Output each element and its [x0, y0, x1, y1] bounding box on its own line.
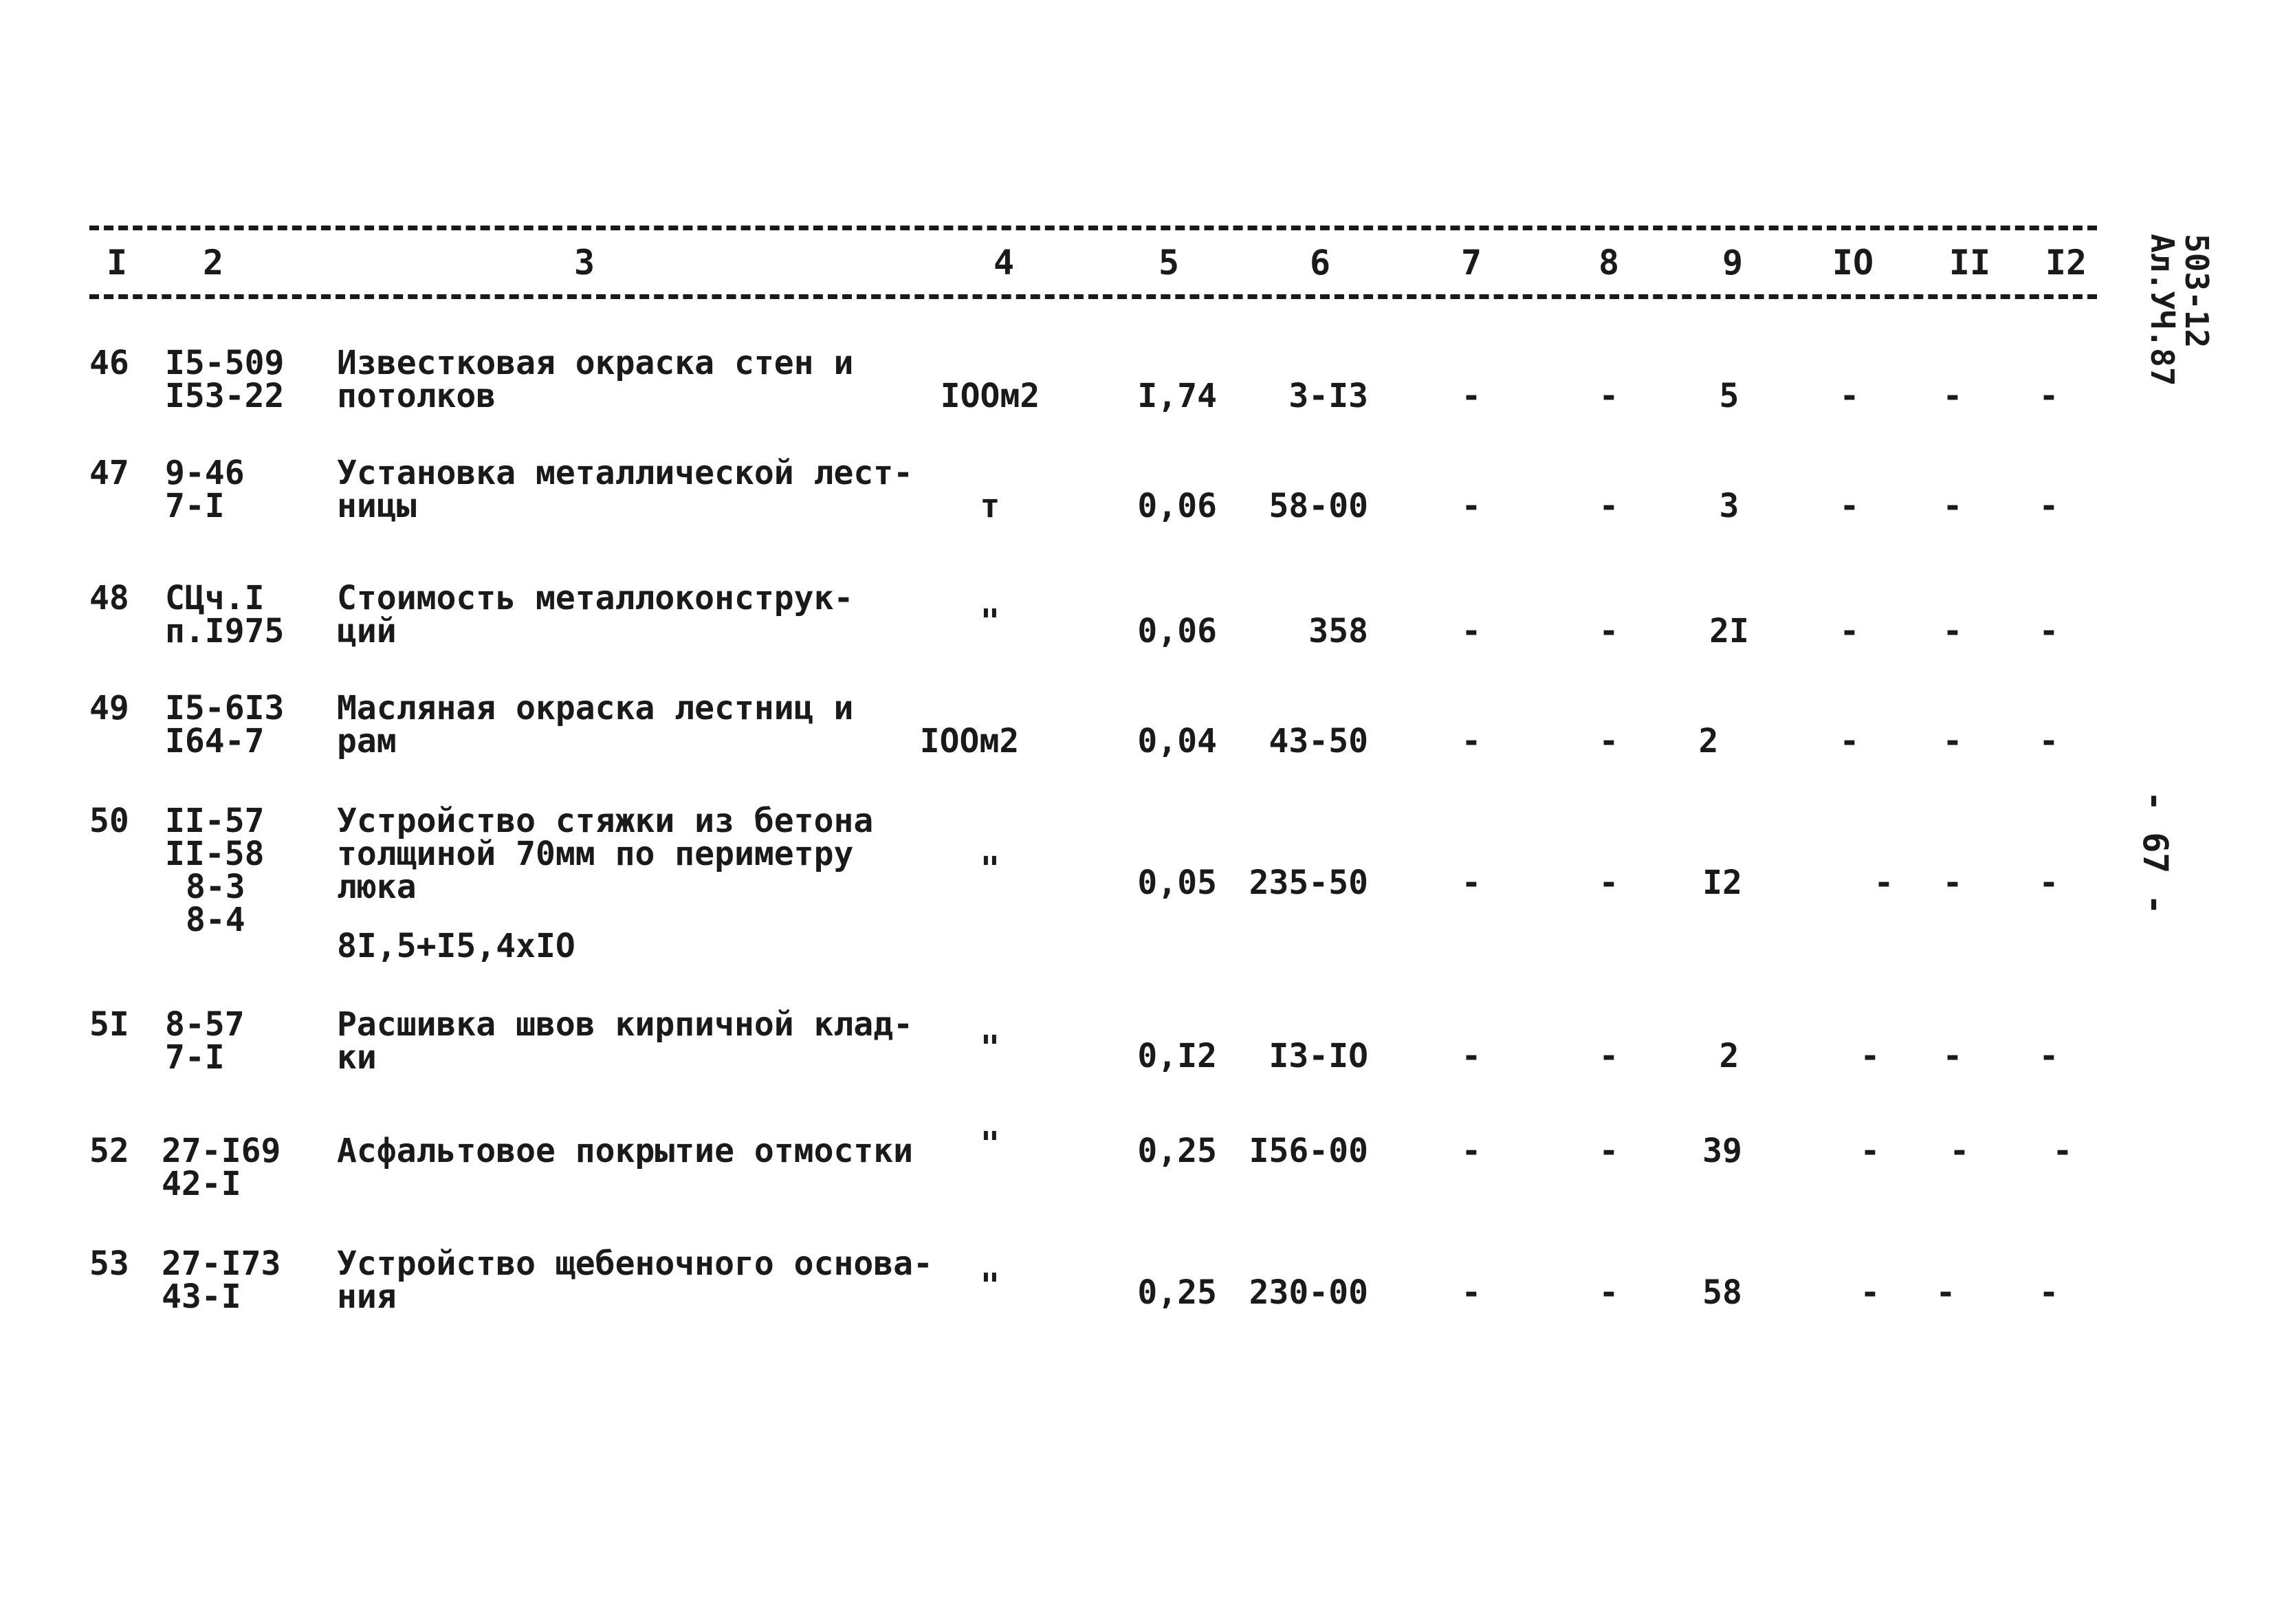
column-header-4: 4: [993, 243, 1015, 283]
norm-code: 42-I: [162, 1165, 241, 1203]
page-number: [2118, 784, 2186, 921]
column-header-1: I: [106, 243, 128, 283]
column-9-value: 2I: [1709, 612, 1749, 650]
column-11-value: -: [1942, 612, 1963, 650]
unit-of-measure: ": [980, 602, 1000, 641]
column-7-value: -: [1461, 487, 1482, 525]
row-number: 53: [89, 1244, 129, 1283]
row-number: 5I: [89, 1005, 129, 1044]
column-8-value: -: [1599, 1132, 1619, 1170]
column-12-value: -: [2039, 1037, 2059, 1075]
unit-price: 235-50: [1249, 864, 1368, 902]
column-10-value: -: [1860, 1132, 1880, 1170]
column-11-value: -: [1942, 864, 1963, 902]
column-9-value: 2: [1719, 1037, 1739, 1075]
column-header-8: 8: [1598, 243, 1620, 283]
unit-of-measure: ": [980, 1125, 1000, 1163]
column-7-value: -: [1461, 1273, 1482, 1312]
column-10-value: -: [1839, 377, 1860, 415]
column-12-value: -: [2039, 487, 2059, 525]
column-9-value: 3: [1719, 487, 1739, 525]
column-12-value: -: [2039, 612, 2059, 650]
work-description: толщиной 70мм по периметру: [337, 835, 854, 873]
column-9-value: I2: [1702, 864, 1742, 902]
norm-code: II-57: [165, 802, 265, 840]
unit-of-measure: IOOм2: [919, 722, 1020, 760]
column-10-value: -: [1860, 1273, 1880, 1312]
unit-price: 43-50: [1269, 722, 1368, 760]
column-10-value: -: [1860, 1037, 1880, 1075]
document-code-line-2: Ал.УЧ.87: [2144, 234, 2181, 386]
column-8-value: -: [1599, 1273, 1619, 1312]
row-number: 52: [89, 1132, 129, 1170]
unit-price: I3-IO: [1269, 1037, 1368, 1075]
norm-code: 27-I73: [162, 1244, 281, 1283]
work-description: Известковая окраска стен и: [337, 344, 854, 382]
column-12-value: -: [2039, 1273, 2059, 1312]
row-number: 46: [89, 344, 129, 382]
document-code-label: [2124, 234, 2228, 399]
column-8-value: -: [1599, 377, 1619, 415]
quantity: 0,25: [1137, 1132, 1217, 1170]
column-8-value: -: [1599, 612, 1619, 650]
work-description: Установка металлической лест-: [337, 454, 914, 492]
column-11-value: -: [1942, 487, 1963, 525]
column-11-value: -: [1935, 1273, 1956, 1312]
column-8-value: -: [1599, 864, 1619, 902]
quantity: 0,05: [1137, 864, 1217, 902]
unit-of-measure: ": [980, 1029, 1000, 1067]
column-header-2: 2: [202, 243, 224, 283]
unit-price: I56-00: [1249, 1132, 1368, 1170]
work-description: ния: [337, 1277, 397, 1316]
norm-code: I53-22: [165, 377, 285, 415]
work-description: Масляная окраска лестниц и: [337, 689, 854, 727]
work-description: потолков: [337, 377, 496, 415]
column-header-6: 6: [1309, 243, 1331, 283]
row-number: 50: [89, 802, 129, 840]
unit-of-measure: т: [980, 487, 1000, 525]
norm-code: 9-46: [165, 454, 245, 492]
unit-price: 230-00: [1249, 1273, 1368, 1312]
column-header-5: 5: [1158, 243, 1180, 283]
quantity: 0,I2: [1137, 1037, 1217, 1075]
norm-code: СЦч.I: [165, 579, 265, 617]
volume-calculation: 8I,5+I5,4xIO: [337, 927, 575, 965]
row-number: 47: [89, 454, 129, 492]
column-10-value: -: [1839, 612, 1860, 650]
norm-code: 8-3: [186, 868, 245, 906]
column-10-value: -: [1839, 722, 1860, 760]
column-10-value: -: [1874, 864, 1894, 902]
unit-price: 58-00: [1269, 487, 1368, 525]
work-description: люка: [337, 868, 417, 906]
norm-code: II-58: [165, 835, 265, 873]
column-header-3: 3: [573, 243, 595, 283]
document-code-line-1: 503-12: [2178, 234, 2215, 349]
column-11-value: -: [1942, 1037, 1963, 1075]
column-8-value: -: [1599, 722, 1619, 760]
row-number: 48: [89, 579, 129, 617]
column-11-value: -: [1942, 377, 1963, 415]
unit-price: 358: [1308, 612, 1368, 650]
column-9-value: 58: [1702, 1273, 1742, 1312]
column-10-value: -: [1839, 487, 1860, 525]
column-header-10: IO: [1832, 243, 1874, 283]
column-header-11: II: [1948, 243, 1991, 283]
quantity: I,74: [1137, 377, 1217, 415]
column-12-value: -: [2039, 377, 2059, 415]
unit-price: 3-I3: [1288, 377, 1368, 415]
column-9-value: 5: [1719, 377, 1739, 415]
quantity: 0,04: [1137, 722, 1217, 760]
column-12-value: -: [2039, 722, 2059, 760]
column-8-value: -: [1599, 487, 1619, 525]
column-7-value: -: [1461, 864, 1482, 902]
work-description: Устройство щебеночного основа-: [337, 1244, 933, 1283]
norm-code: 8-4: [186, 901, 245, 939]
column-7-value: -: [1461, 612, 1482, 650]
quantity: 0,06: [1137, 487, 1217, 525]
header-top-rule: [89, 226, 2097, 230]
norm-code: I5-6I3: [165, 689, 285, 727]
norm-code: I64-7: [165, 722, 265, 760]
work-description: ций: [337, 612, 397, 650]
row-number: 49: [89, 689, 129, 727]
work-description: Устройство стяжки из бетона: [337, 802, 874, 840]
unit-of-measure: ": [980, 850, 1000, 888]
quantity: 0,06: [1137, 612, 1217, 650]
norm-code: 43-I: [162, 1277, 241, 1316]
column-12-value: -: [2052, 1132, 2073, 1170]
unit-of-measure: IOOм2: [940, 377, 1040, 415]
column-header-12: I2: [2045, 243, 2087, 283]
column-header-9: 9: [1722, 243, 1744, 283]
work-description: Стоимость металлоконструк-: [337, 579, 854, 617]
work-description: Расшивка швов кирпичной клад-: [337, 1005, 914, 1044]
column-header-7: 7: [1460, 243, 1482, 283]
norm-code: 7-I: [165, 487, 225, 525]
norm-code: п.I975: [165, 612, 285, 650]
norm-code: 27-I69: [162, 1132, 281, 1170]
work-description: Асфальтовое покрытие отмостки: [337, 1132, 914, 1170]
unit-of-measure: ": [980, 1266, 1000, 1305]
quantity: 0,25: [1137, 1273, 1217, 1312]
column-8-value: -: [1599, 1037, 1619, 1075]
header-bottom-rule: [89, 294, 2097, 299]
column-9-value: 2: [1698, 722, 1719, 760]
norm-code: 8-57: [165, 1005, 245, 1044]
work-description: рам: [337, 722, 397, 760]
work-description: ницы: [337, 487, 417, 525]
work-description: ки: [337, 1038, 377, 1077]
norm-code: 7-I: [165, 1038, 225, 1077]
column-7-value: -: [1461, 722, 1482, 760]
column-7-value: -: [1461, 1037, 1482, 1075]
column-7-value: -: [1461, 1132, 1482, 1170]
page-number-text: - 67 -: [2135, 791, 2175, 915]
column-11-value: -: [1949, 1132, 1970, 1170]
column-9-value: 39: [1702, 1132, 1742, 1170]
norm-code: I5-509: [165, 344, 285, 382]
column-12-value: -: [2039, 864, 2059, 902]
column-7-value: -: [1461, 377, 1482, 415]
column-11-value: -: [1942, 722, 1963, 760]
